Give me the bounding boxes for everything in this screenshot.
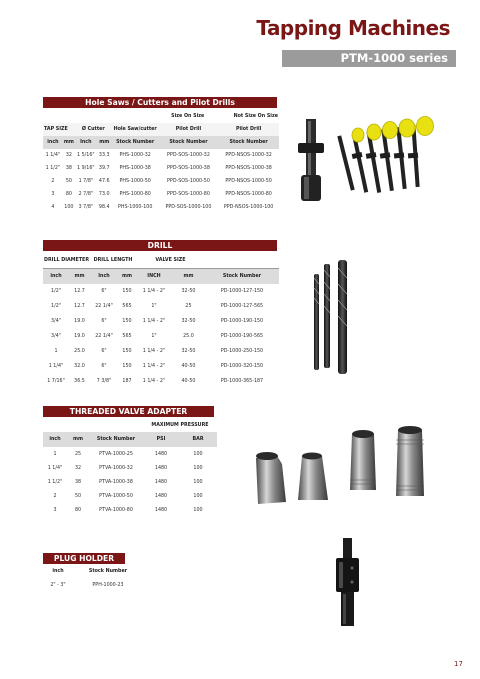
table-cell: 32-50 [181, 349, 196, 354]
hole-saws-photo [292, 113, 452, 213]
table-cell: 1 1/4 - 2" [142, 349, 166, 354]
plug-holder-table [43, 565, 143, 592]
table-cell: PPD-SOS-1000-50 [167, 179, 210, 184]
table-row [43, 201, 279, 214]
table-cell: 32-50 [181, 319, 196, 324]
table-row [43, 344, 279, 359]
sub-header: mm [118, 268, 136, 284]
table-cell: 1 [54, 349, 58, 354]
table-cell: 38 [65, 166, 72, 171]
table-cell: 22 1/4" [95, 304, 113, 309]
table-cell: 25.0 [74, 349, 85, 354]
table-cell: 565 [122, 304, 132, 309]
table-cell: 3 [51, 192, 55, 197]
table-cell: 3 [53, 507, 57, 513]
table-row [43, 329, 279, 344]
table-cell: 1 [53, 451, 57, 457]
sub-header: inch [52, 569, 64, 574]
table-row [43, 359, 279, 374]
table-cell: 25 [185, 304, 192, 309]
table-cell: 73.0 [98, 192, 110, 197]
sub-header: INCH [136, 268, 172, 284]
not-size-on-size-label: Not Size On Size [233, 114, 278, 119]
table-cell: 3/4" [51, 334, 61, 339]
sub-header: mm [69, 268, 90, 284]
table-cell: 100 [193, 479, 203, 485]
sub-header: PSI [143, 432, 179, 447]
hole-saws-table [43, 110, 279, 214]
table-cell: 1 9/16" [77, 166, 95, 171]
drill-length-header: DRILL LENGTH [90, 253, 136, 268]
drill-diameter-header: DRILL DIAMETER [43, 253, 90, 268]
table-cell: PTVA-1000-32 [99, 465, 133, 471]
drill-heading: DRILL [43, 240, 277, 251]
sub-header: mm [97, 136, 112, 149]
table-cell: 50 [74, 493, 82, 499]
table-cell: 32-50 [181, 289, 196, 294]
table-cell: 2 [53, 493, 57, 499]
table-cell: 1 7/16" [47, 379, 65, 384]
table-cell: 3 7/8" [78, 205, 94, 210]
table-cell: 1480 [154, 479, 168, 485]
table-cell: 100 [193, 465, 203, 471]
table-cell: 100 [193, 507, 203, 513]
cutter-header: Ø Cutter [75, 123, 112, 136]
sub-header: Stock Number [112, 136, 159, 149]
table-row [43, 489, 217, 503]
table-cell: 12.7 [74, 304, 85, 309]
table-cell: PD-1000-320-150 [220, 364, 264, 369]
sub-header: inch [43, 136, 63, 149]
table-cell: 1 1/4" [48, 364, 64, 369]
sub-header: mm [67, 432, 89, 447]
sub-header: mm [172, 268, 205, 284]
table-cell: PHS-1000-32 [119, 153, 151, 158]
table-cell: 2 [51, 179, 55, 184]
table-cell: 6" [101, 364, 107, 369]
plug-holder-photo [328, 538, 368, 628]
valve-size-header: VALVE SIZE [136, 253, 205, 268]
sub-header: mm [63, 136, 75, 149]
table-cell: 98.4 [98, 205, 110, 210]
table-row [43, 149, 279, 162]
sub-header: BAR [179, 432, 217, 447]
table-cell: PPD-NSOS-1000-38 [225, 166, 272, 171]
table-cell: 25 [74, 451, 82, 457]
table-cell: PPD-SOS-1000-80 [167, 192, 210, 197]
table-cell: 6" [101, 319, 107, 324]
valve-adapter-table [43, 418, 217, 517]
table-cell: 2" - 3" [50, 582, 66, 588]
table-cell: 6" [101, 349, 107, 354]
table-cell: 1 5/16" [77, 153, 95, 158]
page-title: Tapping Machines [256, 16, 450, 40]
page-number: 17 [454, 660, 463, 668]
table-cell: PD-1000-250-150 [220, 349, 264, 354]
table-cell: 6" [101, 289, 107, 294]
table-cell: 36.5 [74, 379, 85, 384]
table-cell: PHS-1000-38 [119, 166, 151, 171]
table-cell: 1" [151, 304, 157, 309]
valve-adapter-heading: THREADED VALVE ADAPTER [43, 406, 214, 417]
table-cell: 1 7/8" [78, 179, 94, 184]
size-on-size-label: Size On Size [171, 114, 205, 119]
table-cell: 1 1/4 - 2" [142, 364, 166, 369]
table-cell: 3/4" [51, 319, 61, 324]
sub-header: inch [43, 432, 67, 447]
sub-header: Stock Number [205, 268, 279, 284]
sub-header: Stock Number [159, 136, 219, 149]
table-cell: PPD-NSOS-1000-32 [225, 153, 272, 158]
table-cell: 1480 [154, 451, 168, 457]
table-cell: 38 [74, 479, 82, 485]
table-cell: 22 1/4" [95, 334, 113, 339]
pilot-drill-header: Pilot Drill [218, 123, 279, 136]
table-cell: 4 [51, 205, 55, 210]
table-cell: PPH-1000-23 [92, 582, 124, 588]
table-cell: PTVA-1000-25 [99, 451, 133, 457]
table-cell: 1480 [154, 507, 168, 513]
table-cell: PPD-NSOS-1000-100 [223, 205, 274, 210]
table-cell: 39.7 [98, 166, 110, 171]
table-cell: 40-50 [181, 379, 196, 384]
table-cell: 565 [122, 334, 132, 339]
table-cell: 7 3/8" [96, 379, 112, 384]
table-cell: PPD-SOS-1000-38 [167, 166, 210, 171]
table-cell: 19.0 [74, 334, 85, 339]
drills-photo [300, 258, 370, 378]
table-cell: PPD-NSOS-1000-50 [225, 179, 272, 184]
table-row [43, 175, 279, 188]
table-cell: 32 [74, 465, 82, 471]
table-row [43, 447, 217, 461]
table-cell: PD-1000-190-150 [220, 319, 264, 324]
table-row [43, 475, 217, 489]
sub-header: Stock Number [88, 569, 128, 574]
table-cell: 150 [122, 319, 132, 324]
table-cell: 1 1/2" [45, 166, 61, 171]
table-cell: 19.0 [74, 319, 85, 324]
valve-adapters-photo [246, 420, 461, 506]
table-cell: PD-1000-127-150 [220, 289, 264, 294]
series-label: PTM-1000 series [340, 51, 448, 65]
table-cell: 150 [122, 349, 132, 354]
hole-saw-header: Hole Saw/cutter [112, 123, 159, 136]
table-cell: 1/2" [51, 304, 61, 309]
table-cell: 100 [193, 493, 203, 499]
table-row [43, 314, 279, 329]
table-cell: 1 1/4 - 2" [142, 319, 166, 324]
table-cell: PHS-1000-100 [118, 205, 153, 210]
table-cell: 80 [74, 507, 82, 513]
table-cell: 12.7 [74, 289, 85, 294]
table-cell: PPD-NSOS-1000-80 [225, 192, 272, 197]
table-cell: 33.3 [98, 153, 110, 158]
sub-header: inch [43, 268, 69, 284]
sub-header: Inch [75, 136, 97, 149]
table-row [43, 374, 279, 389]
table-cell: 150 [122, 289, 132, 294]
hole-saws-heading: Hole Saws / Cutters and Pilot Drills [43, 97, 277, 108]
plug-holder-heading: PLUG HOLDER [43, 553, 125, 564]
table-cell: 1 1/4" [47, 465, 63, 471]
table-cell: 150 [122, 364, 132, 369]
drill-table [43, 253, 279, 389]
table-cell: 1/2" [51, 289, 61, 294]
table-row [43, 299, 279, 314]
table-cell: PD-1000-127-565 [220, 304, 264, 309]
table-cell: PD-1000-190-565 [220, 334, 264, 339]
table-cell: 1 1/4" [45, 153, 61, 158]
table-cell: PTVA-1000-50 [99, 493, 133, 499]
table-cell: 1480 [154, 465, 168, 471]
table-cell: 50 [65, 179, 72, 184]
table-cell: 2 7/8" [78, 192, 94, 197]
table-cell: 32 [65, 153, 72, 158]
table-cell: PTVA-1000-38 [99, 479, 133, 485]
table-cell: PTVA-1000-80 [99, 507, 133, 513]
table-cell: 100 [193, 451, 203, 457]
table-row [43, 461, 217, 475]
table-cell: 47.6 [98, 179, 110, 184]
table-cell: 1 1/2" [47, 479, 63, 485]
table-cell: PD-1000-365-187 [220, 379, 264, 384]
table-cell: 25.0 [183, 334, 194, 339]
table-cell: PHS-1000-80 [119, 192, 151, 197]
table-cell: 32.0 [74, 364, 85, 369]
table-cell: 187 [122, 379, 132, 384]
table-cell: 1" [151, 334, 157, 339]
sub-header: Stock Number [218, 136, 279, 149]
table-cell: PPD-SOS-1000-32 [167, 153, 210, 158]
table-cell: 1480 [154, 493, 168, 499]
tap-size-header: TAP SIZE [43, 123, 75, 136]
sub-header: Inch [90, 268, 118, 284]
table-row [43, 188, 279, 201]
pilot-drill-header: Pilot Drill [159, 123, 219, 136]
table-cell: PPD-SOS-1000-100 [165, 205, 212, 210]
sub-header: Stock Number [89, 432, 143, 447]
table-cell: PHS-1000-50 [119, 179, 151, 184]
table-cell: 1 1/4 - 2" [142, 289, 166, 294]
table-cell: 40-50 [181, 364, 196, 369]
table-row [43, 162, 279, 175]
table-row [43, 578, 143, 592]
table-cell: 1 1/4 - 2" [142, 379, 166, 384]
table-cell: 100 [64, 205, 74, 210]
max-pressure-header: MAXIMUM PRESSURE [151, 422, 209, 428]
table-row [43, 284, 279, 299]
table-cell: 80 [65, 192, 72, 197]
table-row [43, 503, 217, 517]
